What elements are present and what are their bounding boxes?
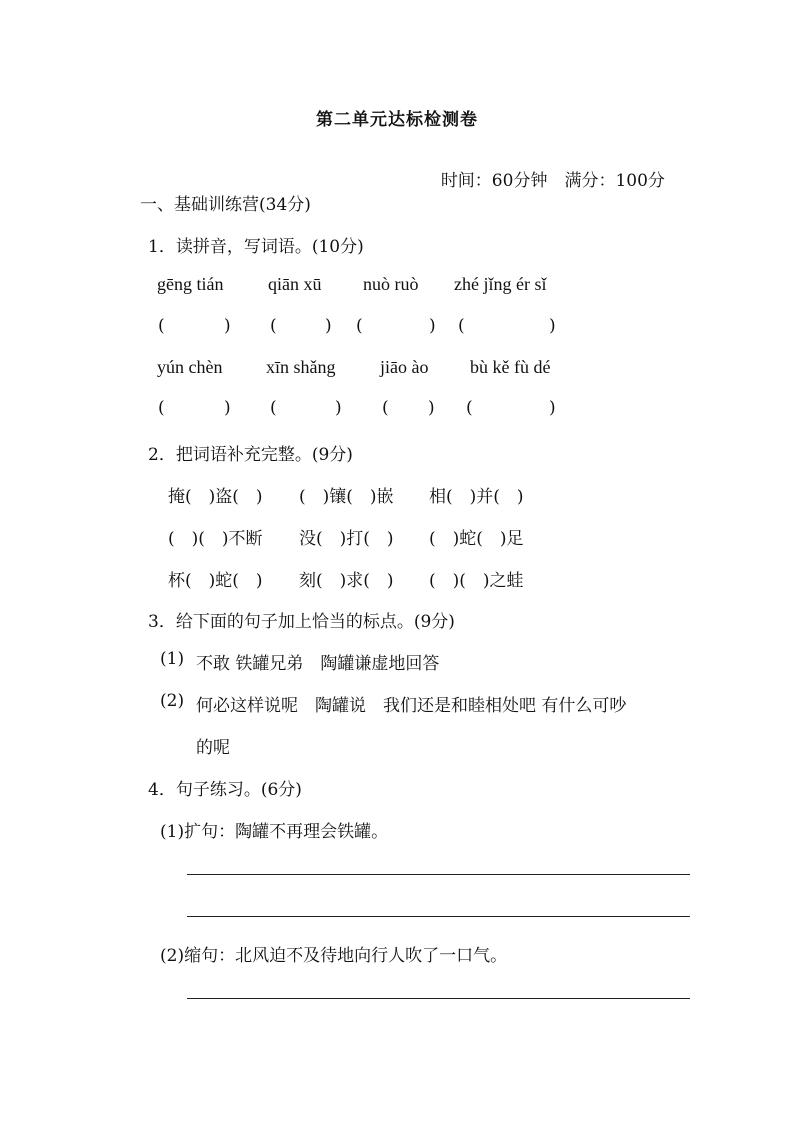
fill-in-idiom[interactable]: 杯( )蛇( ) bbox=[168, 571, 263, 591]
pinyin-item: bù kě fù dé bbox=[470, 357, 551, 377]
answer-paren-open[interactable]: ( bbox=[466, 398, 473, 418]
answer-paren-open[interactable]: ( bbox=[158, 398, 165, 418]
answer-line[interactable] bbox=[187, 998, 690, 999]
q2-prompt: 2．把词语补充完整。(9分) bbox=[148, 445, 353, 465]
answer-paren-close[interactable]: ) bbox=[429, 316, 436, 336]
q3-item-sentence[interactable]: 不敢 铁罐兄弟 陶罐谦虚地回答 bbox=[196, 654, 440, 674]
answer-paren-close[interactable]: ) bbox=[549, 316, 556, 336]
pinyin-item: nuò ruò bbox=[363, 274, 419, 294]
fill-in-idiom[interactable]: 刻( )求( ) bbox=[299, 571, 394, 591]
pinyin-item: yún chèn bbox=[157, 357, 223, 377]
answer-paren-close[interactable]: ) bbox=[428, 398, 435, 418]
q1-prompt: 1．读拼音，写词语。(10分) bbox=[148, 237, 364, 257]
exam-time: 时间：60分钟 bbox=[440, 171, 548, 191]
q3-prompt: 3．给下面的句子加上恰当的标点。(9分) bbox=[148, 612, 455, 632]
exam-score: 满分：100分 bbox=[564, 171, 665, 191]
q3-item-sentence-continued[interactable]: 的呢 bbox=[196, 738, 230, 758]
q4-prompt: 4．句子练习。(6分) bbox=[148, 780, 302, 800]
answer-paren-close[interactable]: ) bbox=[335, 398, 342, 418]
exam-meta bbox=[430, 146, 665, 191]
answer-paren-open[interactable]: ( bbox=[270, 316, 277, 336]
section-heading: 一、基础训练营(34分) bbox=[140, 195, 311, 215]
pinyin-item: jiāo ào bbox=[380, 357, 429, 377]
fill-in-idiom[interactable]: ( )蛇( )足 bbox=[429, 529, 524, 549]
answer-line[interactable] bbox=[187, 874, 690, 875]
pinyin-item: zhé jǐng ér sǐ bbox=[454, 274, 547, 294]
pinyin-item: qiān xū bbox=[268, 274, 322, 294]
answer-paren-close[interactable]: ) bbox=[224, 316, 231, 336]
fill-in-idiom[interactable]: ( )镶( )嵌 bbox=[299, 487, 394, 507]
fill-in-idiom[interactable]: ( )( )不断 bbox=[168, 529, 263, 549]
answer-paren-open[interactable]: ( bbox=[382, 398, 389, 418]
fill-in-idiom[interactable]: 相( )并( ) bbox=[429, 487, 524, 507]
answer-paren-close[interactable]: ) bbox=[224, 398, 231, 418]
answer-line[interactable] bbox=[187, 916, 690, 917]
q4-sub-expand: (1)扩句：陶罐不再理会铁罐。 bbox=[160, 822, 389, 842]
q3-item-number: (1) bbox=[160, 649, 185, 669]
fill-in-idiom[interactable]: 掩( )盗( ) bbox=[168, 487, 263, 507]
answer-paren-open[interactable]: ( bbox=[158, 316, 165, 336]
answer-paren-open[interactable]: ( bbox=[458, 316, 465, 336]
q3-item-sentence[interactable]: 何必这样说呢 陶罐说 我们还是和睦相处吧 有什么可吵 bbox=[196, 696, 627, 716]
fill-in-idiom[interactable]: 没( )打( ) bbox=[299, 529, 394, 549]
answer-paren-open[interactable]: ( bbox=[270, 398, 277, 418]
answer-paren-close[interactable]: ) bbox=[325, 316, 332, 336]
pinyin-item: xīn shǎng bbox=[266, 357, 336, 377]
fill-in-idiom[interactable]: ( )( )之蛙 bbox=[429, 571, 524, 591]
page-title: 第二单元达标检测卷 bbox=[316, 110, 478, 130]
q4-sub-condense: (2)缩句：北风迫不及待地向行人吹了一口气。 bbox=[160, 946, 508, 966]
q3-item-number: (2) bbox=[160, 691, 185, 711]
pinyin-item: gēng tián bbox=[157, 274, 224, 294]
answer-paren-open[interactable]: ( bbox=[356, 316, 363, 336]
answer-paren-close[interactable]: ) bbox=[549, 398, 556, 418]
